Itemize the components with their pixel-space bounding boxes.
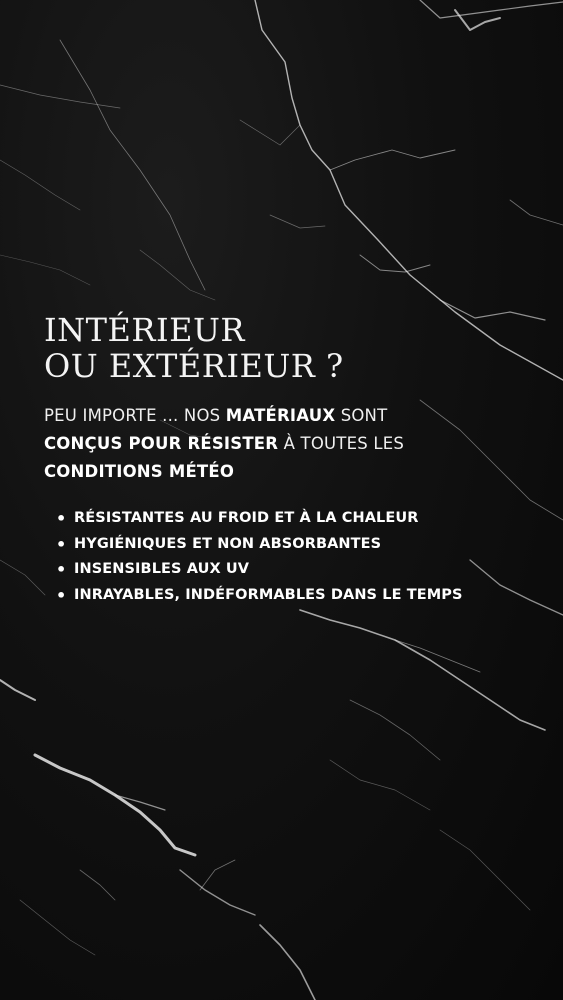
intro-bold-weather: CONDITIONS MÉTÉO xyxy=(44,462,235,481)
title-line-1: INTÉRIEUR xyxy=(44,311,245,349)
intro-text-3: À TOUTES LES xyxy=(278,434,405,453)
list-item: • INSENSIBLES AUX UV xyxy=(56,557,544,583)
intro-bold-materials: MATÉRIAUX xyxy=(225,406,336,425)
page-title xyxy=(44,312,544,384)
intro-text-1: PEU IMPORTE ... NOS xyxy=(44,406,226,425)
list-item: • HYGIÉNIQUES ET NON ABSORBANTES xyxy=(56,532,544,558)
features-list xyxy=(44,506,544,608)
intro-text-2: SONT xyxy=(335,406,388,425)
intro-bold-designed: CONÇUS POUR RÉSISTER xyxy=(44,434,279,453)
intro-paragraph xyxy=(44,402,544,486)
text-content xyxy=(44,312,544,608)
list-item: • INRAYABLES, INDÉFORMABLES DANS LE TEMPS xyxy=(56,583,544,609)
title-line-2: OU EXTÉRIEUR ? xyxy=(44,347,344,385)
list-item: • RÉSISTANTES AU FROID ET À LA CHALEUR xyxy=(56,506,544,532)
